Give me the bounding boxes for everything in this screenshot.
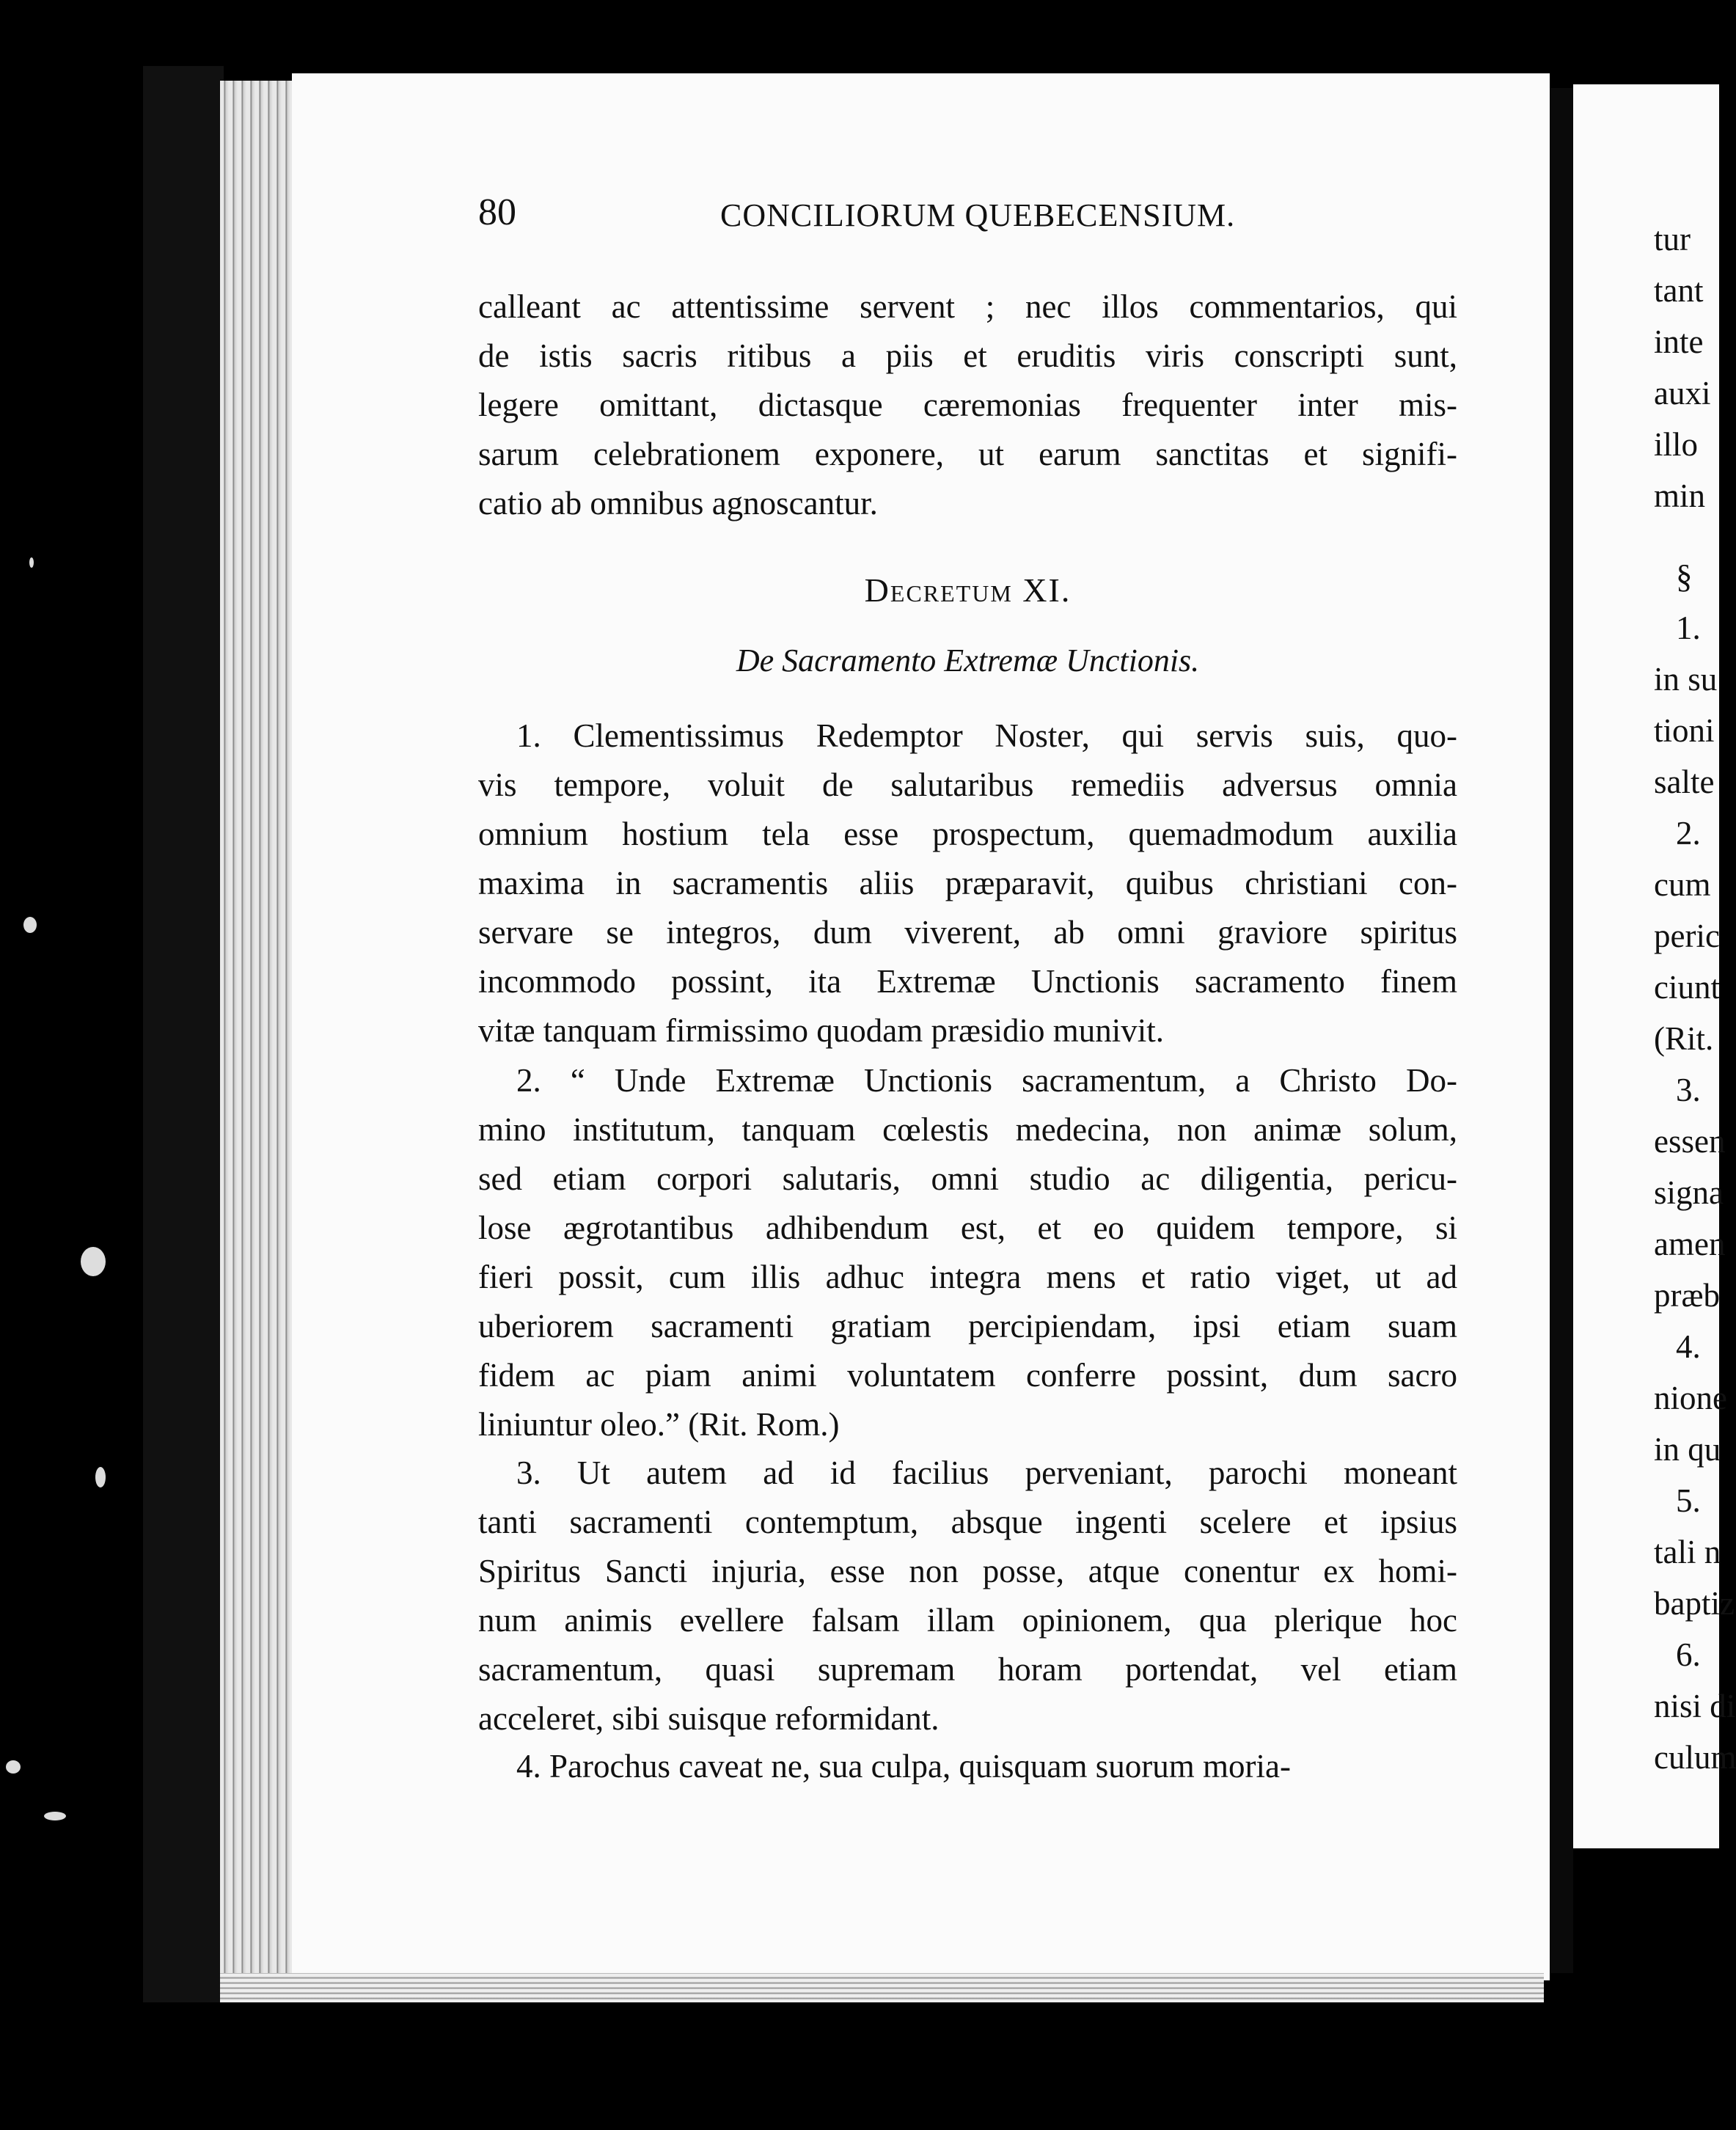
facing-page-fragment: peric: [1654, 918, 1720, 954]
section-3-line: tanti sacramenti contemptum, absque ingenti scelere et ipsius: [478, 1504, 1457, 1540]
section-3-line: num animis evellere falsam illam opinionem, qua plerique hoc: [478, 1602, 1457, 1639]
facing-page-fragment: 2.: [1676, 815, 1701, 852]
page-number: 80: [478, 191, 516, 233]
section-1-line: 1. Clementissimus Redemptor Noster, qui servis suis, quo-: [516, 717, 1457, 754]
section-2-line: liniuntur oleo.” (Rit. Rom.): [478, 1406, 840, 1443]
facing-page-fragment: nione: [1654, 1380, 1727, 1416]
facing-page-fragment: in qu: [1654, 1431, 1721, 1468]
facing-page-fragment: tur: [1654, 221, 1691, 257]
section-3-line: acceleret, sibi suisque reformidant.: [478, 1700, 940, 1737]
facing-page-fragment: min: [1654, 477, 1706, 514]
facing-page-fragment: baptiz: [1654, 1585, 1735, 1622]
paragraph-1-line: legere omittant, dictasque cæremonias frequenter inter mis-: [478, 387, 1457, 423]
book-cover-edge: [143, 66, 224, 2002]
facing-page-fragment: tali n: [1654, 1534, 1721, 1570]
section-3-line: 3. Ut autem ad id facilius perveniant, parochi moneant: [516, 1454, 1457, 1491]
paragraph-1-line: catio ab omnibus agnoscantur.: [478, 485, 878, 521]
facing-page-fragment: 4.: [1676, 1328, 1701, 1365]
facing-page-fragment: nisi di: [1654, 1688, 1736, 1724]
facing-page-fragment: salte: [1654, 764, 1715, 800]
decree-title: Decretum XI.: [864, 571, 1072, 609]
right-page-fragment: [1573, 84, 1736, 1848]
facing-page-fragment: illo: [1654, 426, 1699, 463]
facing-page-fragment: signa: [1654, 1174, 1724, 1211]
facing-page-fragment: (Rit.: [1654, 1020, 1714, 1057]
section-1-line: maxima in sacramentis aliis præparavit, quibus christiani con-: [478, 865, 1457, 901]
section-2-line: uberiorem sacramenti gratiam percipiendam, ipsi etiam suam: [478, 1308, 1457, 1344]
section-1-line: incommodo possint, ita Extremæ Unctionis sacramento finem: [478, 963, 1457, 1000]
facing-page-fragment: 5.: [1676, 1482, 1701, 1519]
section-1-line: vitæ tanquam firmissimo quodam præsidio munivit.: [478, 1012, 1164, 1049]
facing-page-fragment: in su: [1654, 661, 1718, 698]
section-3-line: sacramentum, quasi supremam horam portendat, vel etiam: [478, 1651, 1457, 1688]
facing-page-fragment: tioni: [1654, 712, 1715, 749]
section-1-line: servare se integros, dum viverent, ab omni graviore spiritus: [478, 914, 1457, 951]
section-1-line: omnium hostium tela esse prospectum, quemadmodum auxilia: [478, 816, 1457, 852]
section-2-line: mino institutum, tanquam cœlestis medecina, non animæ solum,: [478, 1111, 1457, 1148]
facing-page-fragment: cum: [1654, 866, 1711, 903]
facing-page-fragment: præb: [1654, 1277, 1720, 1314]
paragraph-1-line: sarum celebrationem exponere, ut earum sanctitas et signifi-: [478, 436, 1457, 472]
paragraph-1-line: calleant ac attentissime servent ; nec illos commentarios, qui: [478, 288, 1457, 325]
facing-page-fragment: culum: [1654, 1739, 1736, 1776]
section-2-line: fidem ac piam animi voluntatem conferre possint, dum sacro: [478, 1357, 1457, 1394]
facing-page-fragment: ciunt: [1654, 969, 1720, 1006]
facing-page-fragment: inte: [1654, 323, 1704, 360]
running-title: CONCILIORUM QUEBECENSIUM.: [720, 197, 1236, 233]
decree-subtitle: De Sacramento Extremæ Unctionis.: [736, 643, 1200, 678]
section-2-line: lose ægrotantibus adhibendum est, et eo quidem tempore, si: [478, 1209, 1457, 1246]
section-2-line: fieri possit, cum illis adhuc integra mens et ratio viget, ut ad: [478, 1259, 1457, 1295]
page-edges-bottom: [220, 1973, 1544, 2002]
facing-page-fragment: §: [1676, 558, 1693, 595]
facing-page-fragment: 1.: [1676, 610, 1701, 646]
facing-page-fragment: tant: [1654, 272, 1704, 309]
section-2-line: sed etiam corpori salutaris, omni studio ac diligentia, pericu-: [478, 1160, 1457, 1197]
section-1-line: vis tempore, voluit de salutaribus remediis adversus omnia: [478, 766, 1457, 803]
paragraph-1-line: de istis sacris ritibus a piis et eruditis viris conscripti sunt,: [478, 337, 1457, 374]
facing-page-fragment: amen: [1654, 1226, 1726, 1262]
section-2-line: 2. “ Unde Extremæ Unctionis sacramentum, a Christo Do-: [516, 1062, 1457, 1099]
section-3-line: Spiritus Sancti injuria, esse non posse, atque conentur ex homi-: [478, 1553, 1457, 1589]
section-4-line: 4. Parochus caveat ne, sua culpa, quisquam suorum moria-: [516, 1748, 1291, 1785]
facing-page-fragment: essen: [1654, 1123, 1726, 1160]
facing-page-fragment: auxi: [1654, 375, 1711, 411]
book-gutter: [1550, 88, 1573, 1973]
page-edges-left: [220, 81, 293, 2002]
facing-page-fragment: 3.: [1676, 1072, 1701, 1108]
facing-page-fragment: 6.: [1676, 1636, 1701, 1673]
